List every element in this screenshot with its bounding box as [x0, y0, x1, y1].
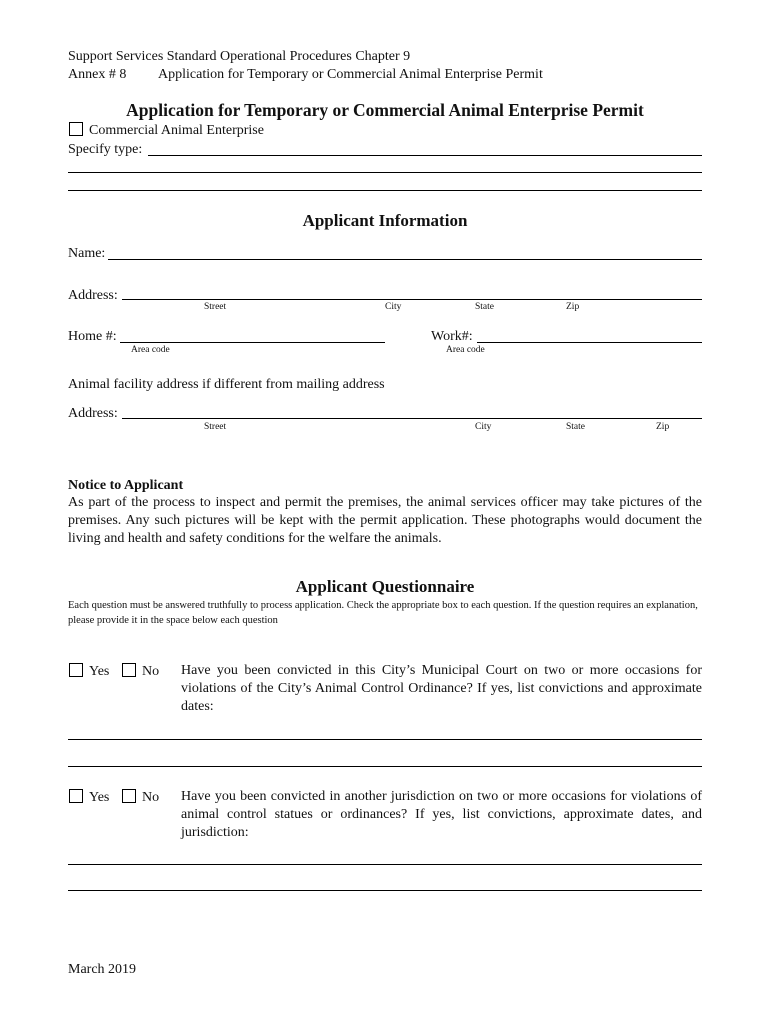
facility-city-caption: City [475, 422, 492, 432]
address-label: Address: [68, 288, 118, 303]
q1-yes-label: Yes [89, 664, 110, 679]
facility-state-caption: State [566, 422, 585, 432]
footer-date: March 2019 [68, 962, 137, 977]
notice-body: As part of the process to inspect and permit the premises, the animal services officer may take pictures of the premises. Any such pictures will be kept with the permit application. These photographs would document the living and health and safety conditions for the welfare the animals. [68, 495, 702, 546]
q1-answer-line-2[interactable] [68, 766, 702, 767]
header-line-1: Support Services Standard Operational Procedures Chapter 9 [68, 49, 411, 64]
address-state-caption: State [475, 302, 494, 312]
specify-type-label: Specify type: [68, 142, 143, 157]
document-title: Application for Temporary or Commercial Animal Enterprise Permit [126, 100, 644, 120]
home-phone-field[interactable] [120, 342, 385, 343]
specify-type-line-3[interactable] [68, 190, 702, 191]
notice-heading: Notice to Applicant [68, 478, 184, 493]
q1-no-label: No [142, 664, 160, 679]
q2-yes-checkbox[interactable] [69, 789, 83, 803]
facility-zip-caption: Zip [656, 422, 670, 432]
q1-yes-checkbox[interactable] [69, 663, 83, 677]
q1-no-checkbox[interactable] [122, 663, 136, 677]
work-area-code-caption: Area code [446, 345, 485, 355]
address-street-caption: Street [204, 302, 227, 312]
questionnaire-heading: Applicant Questionnaire [295, 577, 475, 596]
header-annex-title: Application for Temporary or Commercial Animal Enterprise Permit [158, 67, 543, 82]
q1-text: Have you been convicted in this City’s Municipal Court on two or more occasions for violations of the City’s Animal Control Ordinance? If yes, list convictions and approximate dates: [181, 663, 702, 714]
specify-type-line-2[interactable] [68, 172, 702, 173]
specify-type-field[interactable] [148, 155, 702, 156]
q2-answer-line-2[interactable] [68, 890, 702, 891]
q1-answer-line-1[interactable] [68, 739, 702, 740]
questionnaire-instructions: Each question must be answered truthfully to process application. Check the appropriate box to each question. If the question requires an explanation, please provide it in the space below each question [68, 600, 698, 626]
q2-answer-line-1[interactable] [68, 864, 702, 865]
work-phone-label: Work#: [431, 329, 473, 344]
q2-no-checkbox[interactable] [122, 789, 136, 803]
q2-text: Have you been convicted in another jurisdiction on two or more occasions for violations of animal control statues or ordinances? If yes, list convictions, approximate dates, and jurisdiction: [181, 789, 702, 840]
q2-no-label: No [142, 790, 160, 805]
home-area-code-caption: Area code [131, 345, 170, 355]
work-phone-field[interactable] [477, 342, 702, 343]
name-field[interactable] [108, 259, 702, 260]
facility-address-note: Animal facility address if different from mailing address [68, 377, 385, 392]
address-field[interactable] [122, 299, 702, 300]
home-phone-label: Home #: [68, 329, 117, 344]
q2-yes-label: Yes [89, 790, 110, 805]
commercial-enterprise-label: Commercial Animal Enterprise [89, 123, 264, 138]
name-label: Name: [68, 246, 106, 261]
applicant-info-heading: Applicant Information [302, 211, 468, 230]
address-city-caption: City [385, 302, 402, 312]
header-annex-number: Annex # 8 [68, 67, 127, 82]
facility-address-label: Address: [68, 406, 118, 421]
facility-address-field[interactable] [122, 418, 702, 419]
facility-street-caption: Street [204, 422, 227, 432]
address-zip-caption: Zip [566, 302, 580, 312]
commercial-enterprise-checkbox[interactable] [69, 122, 83, 136]
